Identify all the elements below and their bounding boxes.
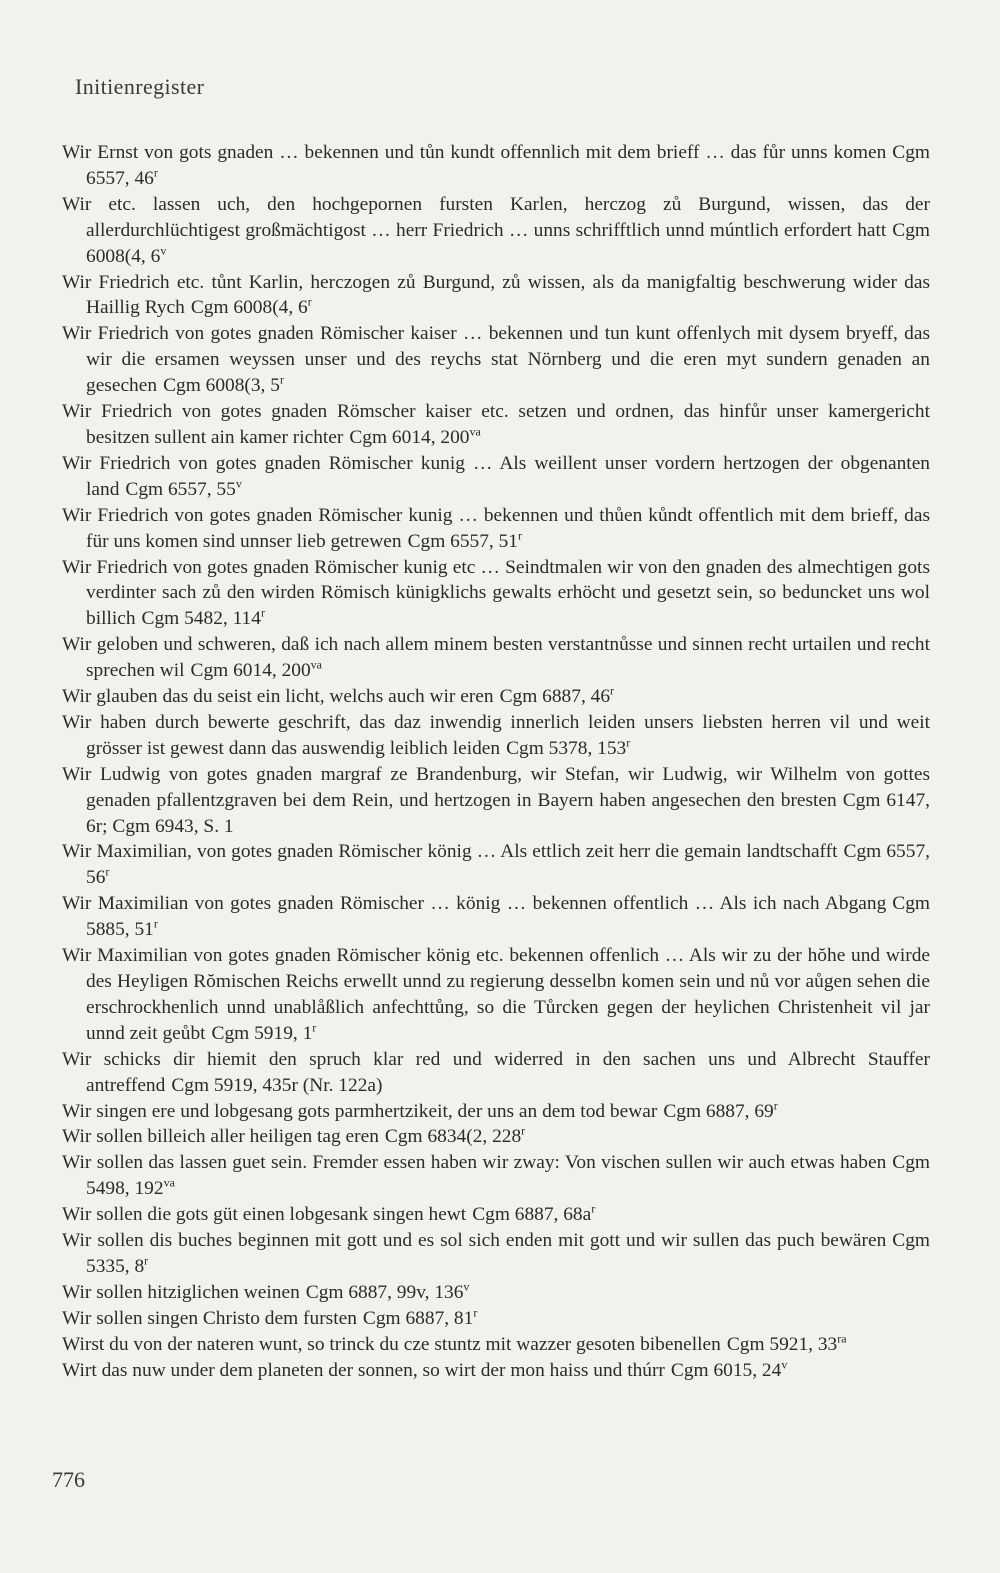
folio-side: r: [473, 1305, 478, 1320]
index-entry: [62, 1047, 930, 1099]
entry-incipit: Wir glauben das du seist ein licht, welchs auch wir eren: [62, 686, 494, 708]
folio-side: r: [521, 1123, 526, 1138]
entry-reference: Cgm 6887, 46: [499, 686, 611, 708]
entry-reference: Cgm 5482, 114: [141, 608, 261, 630]
folio-side: va: [310, 657, 322, 672]
entry-reference: Cgm 5378, 153: [506, 737, 627, 759]
index-entry: [62, 1099, 930, 1125]
entry-reference: Cgm 5921, 33: [726, 1333, 838, 1355]
index-entry: [62, 684, 930, 710]
entry-incipit: Wir Friedrich etc. tůnt Karlin, herczogen zů Burgund, zů wissen, als da manigfaltig beschwerung wider das Haillig Rych: [62, 271, 930, 319]
index-entry: [62, 1202, 930, 1228]
entry-reference: Cgm 6834(2, 228: [384, 1126, 522, 1148]
index-entry: [62, 762, 930, 840]
entry-incipit: Wirst du von der nateren wunt, so trinck du cze stuntz mit wazzer gesoten bibenellen: [62, 1333, 721, 1355]
entry-reference: Cgm 5335, 8: [86, 1230, 930, 1277]
folio-side: r: [591, 1201, 596, 1216]
folio-side: r: [610, 683, 615, 698]
entry-incipit: Wir Friedrich von gotes gnaden Römischer kunig … Als weillent unser vordern hertzogen der obgenanten land: [62, 452, 930, 500]
folio-side: r: [153, 165, 158, 180]
entry-incipit: Wir sollen die gots güt einen lobgesank singen hewt: [62, 1204, 467, 1226]
entry-reference: Cgm 6008(4, 6: [86, 219, 930, 267]
entry-incipit: Wir sollen billeich aller heiligen tag eren: [62, 1126, 379, 1148]
entry-incipit: Wir geloben und schweren, daß ich nach allem minem besten verstantnůsse und sinnen recht urtailen und recht sprechen wil: [62, 634, 930, 682]
entry-incipit: Wir Friedrich von gotes gnaden Römischer kunig etc … Seindtmalen wir von den gnaden des almechtigen gots verdinter sach zů den wirden Römisch künigklichs gewalts erhöcht und gesetzt sein, so beduncket uns wol billich: [62, 556, 930, 630]
entry-reference: Cgm 6887, 69: [663, 1100, 774, 1122]
folio-side: v: [463, 1279, 470, 1294]
entry-incipit: Wir schicks dir hiemit den spruch klar red und widerred in den sachen uns und Albrecht Stauffer antreffend: [62, 1048, 930, 1096]
entry-incipit: Wir Maximilian von gotes gnaden Römischer könig etc. bekennen offenlich … Als wir zu der hŏhe und wirde des Heyligen Rŏmischen Reichs erwellt unnd zu regierung desselbn komen sein und nů vor aůgen sehen die erschrockhenlich unnd unablåßlich anfechttůng, so die Tůrcken gegen der heylichen Christenheit vil jar unnd zeit geůbt: [62, 945, 930, 1044]
index-entry: [62, 140, 930, 192]
index-entry: [62, 1228, 930, 1280]
entry-incipit: Wir Friedrich von gotes gnaden Römischer kaiser … bekennen und tun kunt offenlych mit dysem bryeff, das wir die ersamen weyssen unser und des reychs stat Nörnberg und die eren myt sundern genaden an gesechen: [62, 323, 930, 397]
entry-incipit: Wir Friedrich von gotes gnaden Römscher kaiser etc. setzen und ordnen, das hinfůr unser kamergericht besitzen sullent ain kamer richter: [62, 401, 930, 448]
index-entry: [62, 891, 930, 943]
entry-reference: Cgm 6887, 99v, 136: [305, 1281, 464, 1303]
folio-side: v: [235, 476, 242, 491]
index-entry: [62, 710, 930, 762]
index-entry: [62, 1358, 930, 1384]
index-entry: [62, 451, 930, 503]
folio-side: v: [160, 243, 167, 258]
index-entry: [62, 192, 930, 270]
entry-incipit: Wir sollen das lassen guet sein. Fremder essen haben wir zway: Von vischen sullen wir auch etwas haben: [62, 1152, 887, 1174]
entry-incipit: Wir etc. lassen uch, den hochgepornen fursten Karlen, herczog zů Burgund, wissen, das der allerdurchlüchtigest großmächtigost … herr Friedrich … unns schrifftlich unnd múntlich erfordert hatt: [62, 193, 930, 241]
index-entry: [62, 1124, 930, 1150]
folio-side: r: [773, 1098, 778, 1113]
index-entry: [62, 1332, 930, 1358]
entry-reference: Cgm 5919, 1: [211, 1022, 313, 1044]
index-entry: [62, 943, 930, 1047]
entry-incipit: Wir Maximilian, von gotes gnaden Römischer könig … Als ettlich zeit herr die gemain landtschafft: [62, 841, 838, 863]
index-entry: [62, 270, 930, 322]
entry-reference: Cgm 6557, 55: [125, 478, 236, 500]
entry-reference: Cgm 6887, 68a: [472, 1204, 592, 1226]
folio-side: va: [469, 424, 481, 439]
index-entries: [62, 140, 930, 1384]
folio-side: r: [144, 1253, 149, 1268]
entry-incipit: Wir Ernst von gots gnaden … bekennen und tůn kundt offennlich mit dem brieff … das fůr unns komen: [62, 142, 887, 163]
entry-incipit: Wir Friedrich von gotes gnaden Römischer kunig … bekennen und thůen kůndt offentlich mit dem brieff, das für uns komen sind unnser lieb getrewen: [62, 504, 930, 552]
entry-reference: Cgm 6014, 200: [190, 660, 311, 682]
index-entry: [62, 839, 930, 891]
index-entry: [62, 1150, 930, 1202]
folio-side: r: [307, 294, 312, 309]
folio-side: r: [279, 372, 284, 387]
folio-side: r: [626, 735, 631, 750]
folio-side: r: [153, 916, 158, 931]
entry-reference: Cgm 6557, 51: [407, 530, 518, 552]
index-entry: [62, 321, 930, 399]
page-number: 776: [52, 1467, 85, 1492]
entry-incipit: Wir sollen hitziglichen weinen: [62, 1281, 300, 1303]
entry-incipit: Wir haben durch bewerte geschrift, das daz inwendig innerlich leiden unsers liebsten herren vil und weit grösser ist gewest dann das auswendig leiblich leiden: [62, 711, 930, 759]
entry-reference: Cgm 6557, 56: [86, 841, 930, 889]
entry-reference: Cgm 6887, 81: [362, 1307, 474, 1329]
folio-side: v: [781, 1357, 788, 1372]
entry-incipit: Wir Ludwig von gotes gnaden margraf ze Brandenburg, wir Stefan, wir Ludwig, wir Wilhelm von gottes genaden pfallentzgraven bei dem Rein, und hertzogen in Bayern haben angesechen den bresten: [62, 763, 930, 811]
entry-reference: Cgm 6008(3, 5: [163, 375, 280, 397]
index-entry: [62, 632, 930, 684]
folio-side: ra: [837, 1331, 847, 1346]
entry-reference: Cgm 6557, 46: [86, 142, 930, 189]
folio-side: r: [312, 1020, 317, 1035]
folio-side: r: [105, 864, 110, 879]
index-entry: [62, 1280, 930, 1306]
folio-side: va: [163, 1175, 175, 1190]
entry-incipit: Wir singen ere und lobgesang gots parmhertzikeit, der uns an dem tod bewar: [62, 1100, 658, 1122]
entry-incipit: Wir Maximilian von gotes gnaden Römischer … könig … bekennen offentlich … Als ich nach Abgang: [62, 893, 887, 915]
entry-reference: Cgm 6015, 24: [670, 1359, 782, 1381]
folio-side: r: [518, 528, 522, 543]
index-entry: [62, 1306, 930, 1332]
entry-incipit: Wir sollen singen Christo dem fursten: [62, 1307, 357, 1329]
index-entry: [62, 503, 930, 555]
entry-reference: Cgm 6014, 200: [349, 426, 470, 448]
folio-side: r: [260, 605, 265, 620]
entry-reference: Cgm 5885, 51: [86, 893, 930, 941]
running-head: Initienregister: [75, 74, 205, 99]
entry-reference: Cgm 6147, 6r; Cgm 6943, S. 1: [86, 789, 930, 837]
index-entry: [62, 399, 930, 451]
entry-reference: Cgm 6008(4, 6: [190, 297, 308, 319]
entry-reference: Cgm 5498, 192: [86, 1152, 930, 1200]
entry-incipit: Wir sollen dis buches beginnen mit gott und es sol sich enden mit gott und wir sullen das puch bewären: [62, 1230, 887, 1252]
index-entry: [62, 555, 930, 633]
entry-reference: Cgm 5919, 435r (Nr. 122a): [171, 1074, 383, 1096]
entry-incipit: Wirt das nuw under dem planeten der sonnen, so wirt der mon haiss und thúrr: [62, 1359, 665, 1381]
